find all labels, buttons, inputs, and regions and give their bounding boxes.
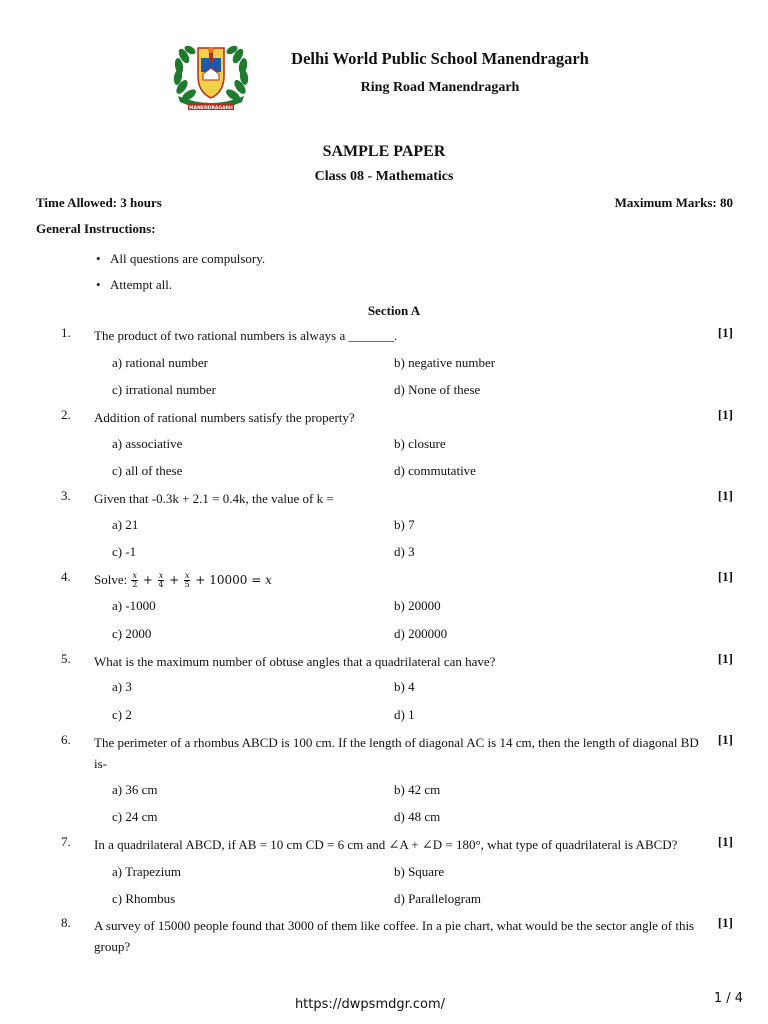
option-d: d) 3 bbox=[394, 544, 415, 559]
fraction: $\frac{x}{5}$ bbox=[184, 571, 190, 589]
option-d: d) None of these bbox=[394, 382, 481, 397]
option-d: d) 1 bbox=[394, 707, 415, 722]
instructions-heading: General Instructions: bbox=[36, 221, 156, 236]
option-a: a) -1000 bbox=[112, 598, 156, 613]
option-c: c) -1 bbox=[112, 544, 137, 559]
option-c: c) all of these bbox=[112, 463, 183, 478]
time-allowed: Time Allowed: 3 hours bbox=[36, 195, 162, 210]
option-a: a) 3 bbox=[112, 679, 132, 694]
school-logo bbox=[168, 36, 254, 112]
question-number: 5. bbox=[61, 651, 71, 666]
question-marks: [1] bbox=[717, 488, 733, 503]
question-marks: [1] bbox=[717, 915, 733, 930]
option-a: a) 21 bbox=[112, 517, 139, 532]
option-a: a) associative bbox=[112, 436, 183, 451]
question-text-wrapper bbox=[94, 569, 708, 591]
question-number: 7. bbox=[61, 834, 71, 849]
equation: $\frac{x}{2}$ + $\frac{x}{4}$ + $\frac{x}{5}$ + 10000 = x bbox=[132, 571, 272, 589]
question-marks: [1] bbox=[717, 325, 733, 340]
option-c: c) 2000 bbox=[112, 626, 152, 641]
option-b: b) 7 bbox=[394, 517, 415, 532]
page-number: 1 / 4 bbox=[713, 991, 743, 1006]
question-marks: [1] bbox=[717, 407, 733, 422]
paper-title: SAMPLE PAPER bbox=[322, 143, 446, 160]
option-a: a) Trapezium bbox=[112, 864, 181, 879]
school-name: Delhi World Public School Manendragarh bbox=[291, 49, 589, 68]
option-d: d) 200000 bbox=[394, 626, 448, 641]
option-b: b) Square bbox=[394, 864, 445, 879]
question-text: The product of two rational numbers is always a _______. bbox=[94, 328, 398, 343]
option-a: a) 36 cm bbox=[112, 782, 158, 797]
question-number: 6. bbox=[61, 732, 71, 747]
question-text: What is the maximum number of obtuse angles that a quadrilateral can have? bbox=[94, 654, 496, 669]
question-text: Solve: bbox=[94, 572, 128, 587]
option-d: d) commutative bbox=[394, 463, 476, 478]
option-b: b) 4 bbox=[394, 679, 415, 694]
option-b: b) closure bbox=[394, 436, 446, 451]
instruction-item: • Attempt all. bbox=[110, 277, 172, 293]
fraction: $\frac{x}{4}$ bbox=[158, 571, 164, 589]
question-text: A survey of 15000 people found that 3000 of them like coffee. In a pie chart, what would be the sector angle of this group? bbox=[94, 918, 695, 954]
option-c: c) 24 cm bbox=[112, 809, 158, 824]
option-a: a) rational number bbox=[112, 355, 209, 370]
logo-text: MANENDRAGARH bbox=[189, 106, 233, 111]
option-d: d) Parallelogram bbox=[394, 891, 481, 906]
option-c: c) Rhombus bbox=[112, 891, 176, 906]
question-number: 1. bbox=[61, 325, 71, 340]
question-text: In a quadrilateral ABCD, if AB = 10 cm CD = 6 cm and ∠A + ∠D = 180°, what type of quadrilateral is ABCD? bbox=[94, 837, 678, 852]
question-marks: [1] bbox=[717, 834, 733, 849]
question-text: Given that -0.3k + 2.1 = 0.4k, the value of k = bbox=[94, 491, 334, 506]
question-number: 4. bbox=[61, 569, 71, 584]
option-b: b) negative number bbox=[394, 355, 496, 370]
option-d: d) 48 cm bbox=[394, 809, 441, 824]
school-address: Ring Road Manendragarh bbox=[360, 80, 520, 95]
option-c: c) 2 bbox=[112, 707, 132, 722]
question-text: The perimeter of a rhombus ABCD is 100 cm. If the length of diagonal AC is 14 cm, then the length of diagonal BD is- bbox=[94, 735, 699, 771]
question-marks: [1] bbox=[717, 732, 733, 747]
question-number: 8. bbox=[61, 915, 71, 930]
question-marks: [1] bbox=[717, 651, 733, 666]
footer-url[interactable]: https://dwpsmdgr.com/ bbox=[294, 997, 446, 1012]
option-c: c) irrational number bbox=[112, 382, 216, 397]
option-b: b) 20000 bbox=[394, 598, 441, 613]
paper-subtitle: Class 08 - Mathematics bbox=[314, 169, 454, 184]
question-marks: [1] bbox=[717, 569, 733, 584]
fraction: $\frac{x}{2}$ bbox=[132, 571, 138, 589]
option-b: b) 42 cm bbox=[394, 782, 441, 797]
section-heading: Section A bbox=[367, 303, 421, 318]
question-text: Addition of rational numbers satisfy the property? bbox=[94, 410, 355, 425]
maximum-marks: Maximum Marks: 80 bbox=[614, 195, 733, 210]
instruction-item: • All questions are compulsory. bbox=[110, 251, 265, 267]
question-number: 2. bbox=[61, 407, 71, 422]
question-number: 3. bbox=[61, 488, 71, 503]
